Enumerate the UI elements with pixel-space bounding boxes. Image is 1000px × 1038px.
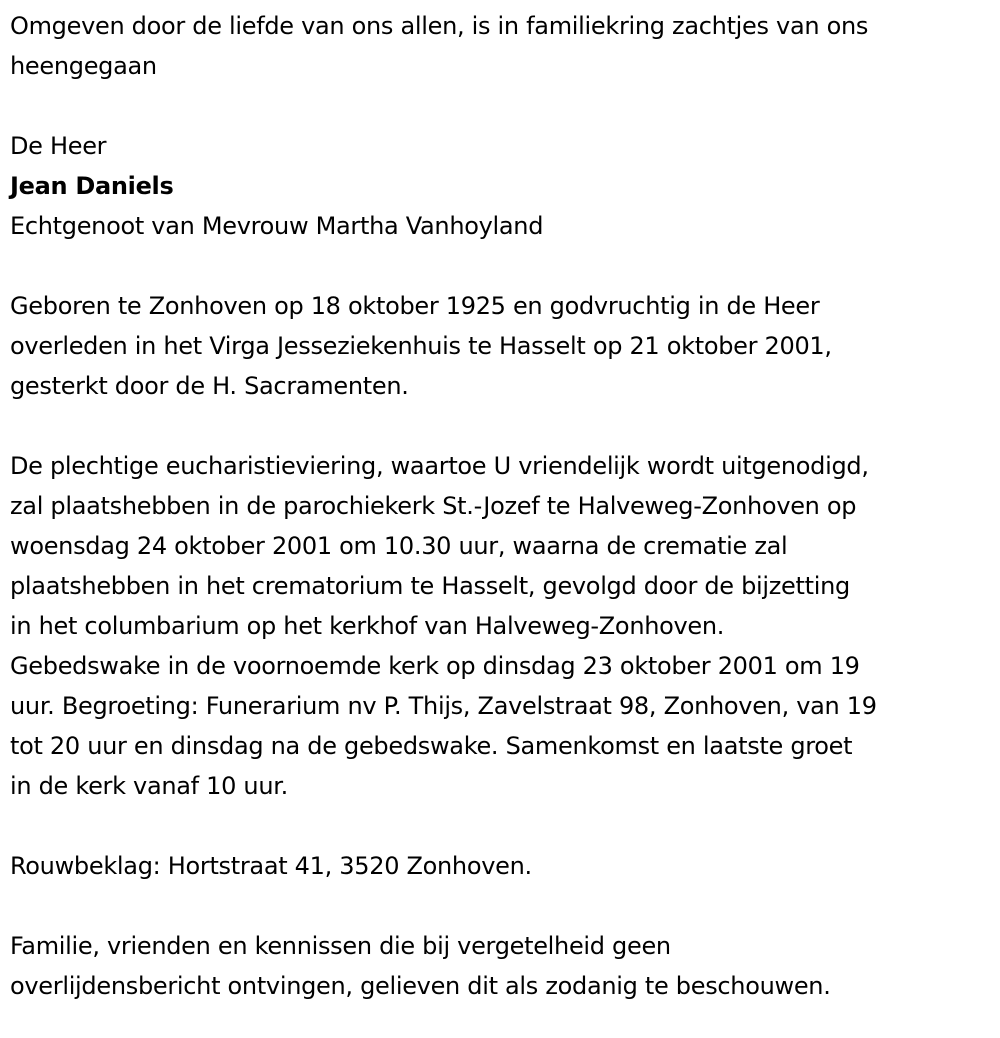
closing-line: Familie, vrienden en kennissen die bij vergetelheid geen xyxy=(10,932,671,960)
intro-line: heengegaan xyxy=(10,52,157,80)
intro-line: Omgeven door de liefde van ons allen, is in familiekring zachtjes van ons xyxy=(10,12,869,40)
deceased-name: Jean Daniels xyxy=(10,172,174,200)
paragraph-gap xyxy=(10,246,990,286)
paragraph-gap xyxy=(10,886,990,926)
birth-death-paragraph xyxy=(10,286,990,406)
ceremony-line: plaatshebben in het crematorium te Hasselt, gevolgd door de bijzetting xyxy=(10,572,850,600)
ceremony-line: tot 20 uur en dinsdag na de gebedswake. Samenkomst en laatste groet xyxy=(10,732,853,760)
ceremony-paragraph xyxy=(10,446,990,806)
ceremony-line: zal plaatshebben in de parochiekerk St.-Jozef te Halveweg-Zonhoven op xyxy=(10,492,857,520)
birth-death-line: Geboren te Zonhoven op 18 oktober 1925 en godvruchtig in de Heer xyxy=(10,292,820,320)
salutation: De Heer xyxy=(10,132,107,160)
ceremony-line: in het columbarium op het kerkhof van Halveweg-Zonhoven. xyxy=(10,612,725,640)
paragraph-gap xyxy=(10,406,990,446)
ceremony-line: woensdag 24 oktober 2001 om 10.30 uur, waarna de crematie zal xyxy=(10,532,788,560)
birth-death-line: overleden in het Virga Jesseziekenhuis te Hasselt op 21 oktober 2001, xyxy=(10,332,832,360)
paragraph-gap xyxy=(10,806,990,846)
ceremony-line: in de kerk vanaf 10 uur. xyxy=(10,772,288,800)
ceremony-line: Gebedswake in de voornoemde kerk op dinsdag 23 oktober 2001 om 19 xyxy=(10,652,860,680)
ceremony-line: uur. Begroeting: Funerarium nv P. Thijs, Zavelstraat 98, Zonhoven, van 19 xyxy=(10,692,877,720)
ceremony-line: De plechtige eucharistieviering, waartoe U vriendelijk wordt uitgenodigd, xyxy=(10,452,869,480)
intro-paragraph xyxy=(10,6,990,86)
spouse-line: Echtgenoot van Mevrouw Martha Vanhoyland xyxy=(10,212,544,240)
closing-paragraph xyxy=(10,926,990,1006)
condolences-line: Rouwbeklag: Hortstraat 41, 3520 Zonhoven. xyxy=(10,852,532,880)
condolences-paragraph xyxy=(10,846,990,886)
closing-line: overlijdensbericht ontvingen, gelieven dit als zodanig te beschouwen. xyxy=(10,972,831,1000)
birth-death-line: gesterkt door de H. Sacramenten. xyxy=(10,372,409,400)
deceased-block xyxy=(10,126,990,246)
paragraph-gap xyxy=(10,86,990,126)
